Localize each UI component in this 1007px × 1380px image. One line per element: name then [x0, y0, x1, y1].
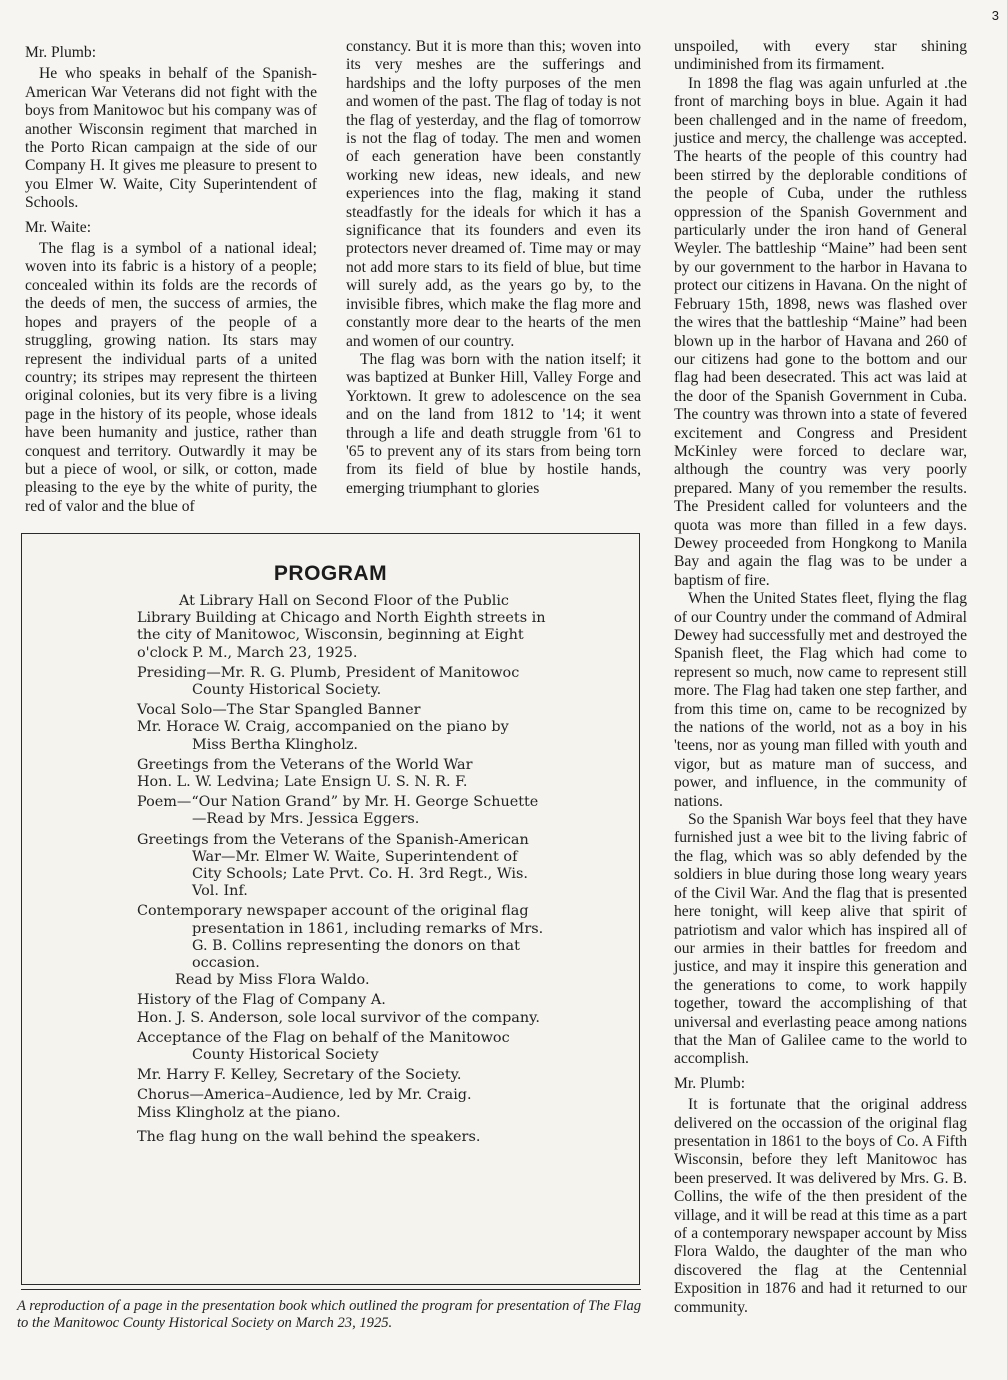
paragraph: He who speaks in behalf of the Spanish-American War Veterans did not fight with the boys from Manitowoc but his company was of another Wisconsin regiment that marched in the Porto Rican campaign at the side of our Company H. It gives me pleasure to present to you Elmer W. Waite, City Superintendent of Schools. [25, 65, 317, 212]
program-item-sub: Hon. L. W. Ledvina; Late Ensign U. S. N. R. F. [137, 774, 468, 791]
program-list [137, 593, 547, 1149]
speaker-label: Mr. Plumb: [25, 44, 97, 61]
program-item [137, 794, 547, 828]
program-item [137, 832, 547, 901]
program-item-sub: Hon. J. S. Anderson, sole local survivor of the company. [137, 1009, 540, 1026]
program-title: PROGRAM [273, 562, 388, 585]
figure-caption: A reproduction of a page in the presentation book which outlined the program for presentation of The Flag to the Manitowoc County Historical Society on March 23, 1925. [17, 1298, 642, 1331]
program-item-main: Poem—“Our Nation Grand” by Mr. H. George Schuette—Read by Mrs. Jessica Eggers. [137, 794, 539, 828]
program-item-main: Greetings from the Veterans of the World War [137, 756, 473, 773]
program-box [21, 533, 640, 1285]
program-item-main: Chorus—America–Audience, led by Mr. Craig. [137, 1087, 472, 1104]
program-item-main: Greetings from the Veterans of the Spanish-American War—Mr. Elmer W. Waite, Superintendent of City Schools; Late Prvt. Co. H. 3rd Regt., Wis. Vol. Inf. [137, 831, 529, 900]
program-final-note: The flag hung on the wall behind the speakers. [137, 1128, 481, 1145]
paragraph: When the United States fleet, flying the flag of our Country under the command of Admiral Dewey had successfully met and destroyed the Spanish fleet, the Flag which had come to represent so much, now came to represent still more. The Flag had taken one step farther, and from this time on, came to be recognized by the nations of the world, not as a boy in his 'teens, nor as young man filled with youth and vigor, but as mature man of success, and power, and influence, in the community of nations. [674, 590, 967, 810]
paragraph: constancy. But it is more than this; woven into its very meshes are the sufferings and hardships and the lofty purposes of the men and women of the past. The flag of today is not the flag of yesterday, and the flag of tomorrow is not the flag of today. The men and women of each generation have been constantly working new ideas, new ideals, and new experiences into the flag, making it stand steadfastly for the ideals for which it has a significance that its founders and even its protectors never dreamed of. Time may or may not add more stars to its field of blue, but time will surely add, as the years go by, to the invisible fibres, which make the flag more and constantly more dear to the hearts of the men and women of our country. [346, 38, 641, 350]
program-item-sub: Read by Miss Flora Waldo. [175, 972, 370, 989]
program-item-main: Acceptance of the Flag on behalf of the Manitowoc County Historical Society [137, 1029, 510, 1064]
paragraph: unspoiled, with every star shining undiminished from its firmament. [674, 38, 967, 74]
program-intro: At Library Hall on Second Floor of the Public Library Building at Chicago and North Eighth streets in the city of Manitowoc, Wisconsin, beginning at Eight o'clock P. M., March 23, 1925. [137, 593, 546, 661]
program-item [137, 992, 547, 1026]
program-item [137, 757, 547, 791]
right-column [674, 38, 967, 1317]
program-item [137, 665, 547, 699]
paragraph: In 1898 the flag was again unfurled at .the front of marching boys in blue. Again it had been challenged and in the name of freedom, justice and mercy, the challenge was accepted. The hearts of the people of this country had been stirred by the deplorable conditions of the people of Cuba, under the ruthless oppression of the Spanish Government and particularly under the iron hand of General Weyler. The battleship “Maine” had been sent by our government to the harbor in Havana to protect our citizens in Havana. On the night of February 15th, 1898, news was flashed over the wires that the battleship “Maine” had been blown up in the harbor of Havana and 260 of our citizens had gone to the bottom and our flag had been desecrated. This act was laid at the door of the Spanish Government in Cuba. The country was thrown into a state of fevered excitement and Congress and President McKinley were forced to declare war, although the country was very poorly prepared. Many of you remember the results. The President called for volunteers and the quota was more than filled in a few days. Dewey proceeded from Hongkong to Manila Bay and again the flag was to be under a baptism of fire. [674, 74, 967, 589]
program-item-sub: Miss Klingholz at the piano. [137, 1104, 341, 1121]
paragraph: The flag was born with the nation itself; it was baptized at Bunker Hill, Valley Forge and Yorktown. It grew to adolescence on the sea and on the land from 1812 to '14; it went through a life and death struggle from '61 to '65 to prevent any of its stars from being torn from its field of blue by hostile hands, emerging triumphant to glories [346, 350, 641, 497]
program-item [137, 903, 547, 989]
paragraph: The flag is a symbol of a national ideal; woven into its fabric is a history of a people; concealed within its folds are the records of the deeds of men, the success of armies, the hopes and prayers of the people of a struggling, growing nation. Its stars may represent the individual parts of a united country; its stripes may represent the thirteen original colonies, but its very fibre is a living page in the history of its people, whose ideals have been humanity and justice, rather than conquest and territory. Outwardly it may be but a piece of wool, or silk, or cotton, made pleasing to the eye by the white of purity, the red of valor and the blue of [25, 240, 317, 515]
program-item [137, 1030, 547, 1064]
program-item-main: Vocal Solo—The Star Spangled Banner [137, 702, 421, 719]
program-item-main: Mr. Harry F. Kelley, Secretary of the Society. [137, 1067, 462, 1084]
program-item-main: Contemporary newspaper account of the original flag presentation in 1861, including remarks of Mrs. G. B. Collins representing the donors on that occasion. [137, 903, 544, 972]
program-item-main: History of the Flag of Company A. [137, 992, 386, 1009]
program-item-main: Presiding—Mr. R. G. Plumb, President of Manitowoc County Historical Society. [137, 664, 520, 699]
program-item [137, 1067, 547, 1084]
program-item-sub: Mr. Horace W. Craig, accompanied on the piano by Miss Bertha Klingholz. [137, 719, 509, 753]
program-item [137, 1087, 547, 1121]
speaker-label: Mr. Waite: [25, 218, 92, 236]
page-number: 3 [991, 8, 999, 23]
speaker-label: Mr. Plumb: [674, 1074, 746, 1092]
middle-column [346, 38, 641, 498]
paragraph: It is fortunate that the original address delivered on the occassion of the original flag presentation in 1861 to the boys of Co. A Fifth Wisconsin, before they left Manitowoc has been preserved. It was delivered by Mrs. G. B. Collins, the wife of the then president of the village, and it will be read at this time as a part of a contemporary newspaper account by Miss Flora Waldo, the daughter of the man who discovered the flag at the Centennial Exposition in 1876 and had it returned to our community. [674, 1096, 967, 1316]
program-item [137, 702, 547, 754]
left-column [25, 38, 317, 516]
paragraph: So the Spanish War boys feel that they have furnished just a wee bit to the living fabric of the flag, which was so ably defended by the soldiers in blue during those long weary years of the Civil War. And the flag that is presented here tonight, will keep alive that spirit of patriotism and valor which has inspired all of our armies in their battles for freedom and justice, and may it inspire this generation and the generations to come, to work happily together, toward the accomplishing of that universal and everlasting peace among nations that the Man of Galilee came to the world to accomplish. [674, 811, 967, 1068]
